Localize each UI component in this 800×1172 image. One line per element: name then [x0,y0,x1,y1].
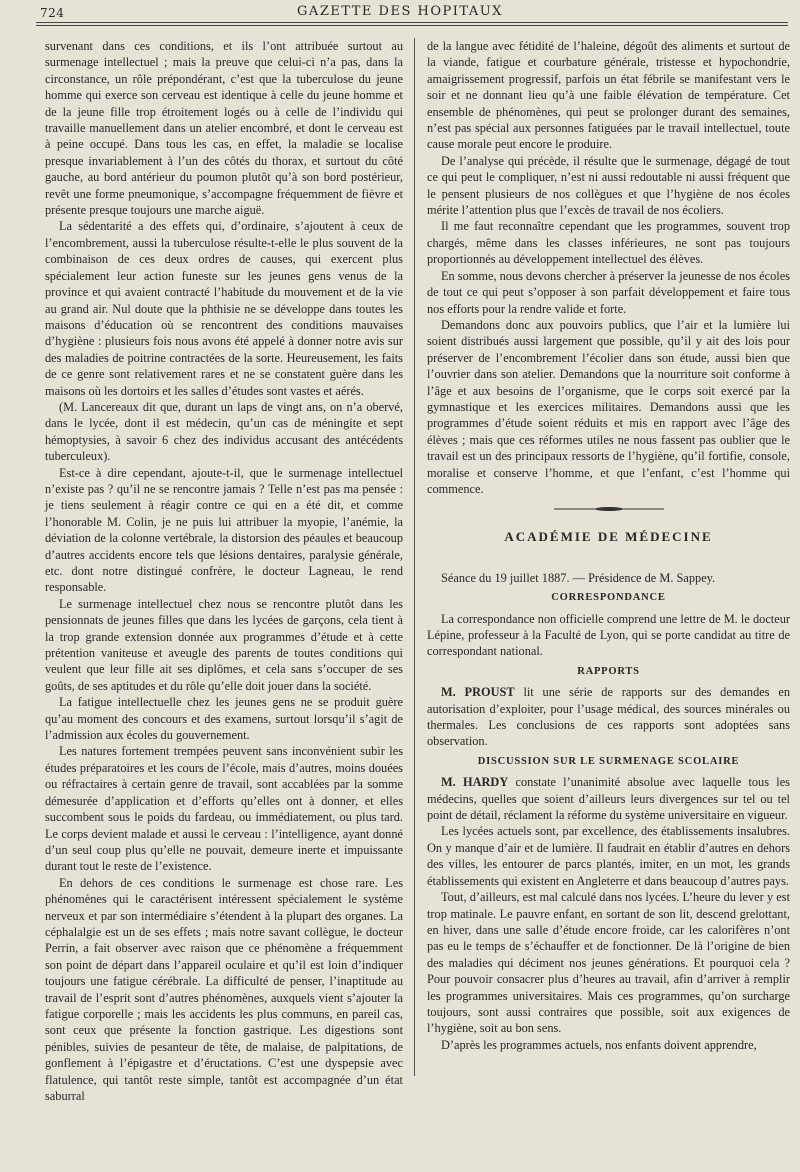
speaker-name: M. PROUST [441,685,515,700]
paragraph-text: lit une série de rapports sur des demandes en autorisation d’exploiter, pour l’usage médical, des sources minérales ou thermales. Les conclusions de ces rapports sont adoptées sans observation. [427,685,790,749]
paragraph: D’après les programmes actuels, nos enfants doivent apprendre, [441,1037,757,1052]
section-title: ACADÉMIE DE MÉDECINE [504,529,713,545]
column-divider [414,38,415,1076]
paragraph: survenant dans ces conditions, et ils l’ont attribuée surtout au surmenage intellectuel ; mais la preuve que celui-ci n’a pas, dans la circonstance, un rôle prépondérant, c’est que la tuberculose du jeune homme qui exerce son cerveau est identique à celle du jeune homme et de la jeune fille trop étroitement logés ou à celle de l’individu qui travaille manuellement dans un atelier encombré, et dont le cerveau est à peine occupé. Dans tous les cas, en effet, la maladie se localise presque invariablement à l’un des côtés du thorax, et surtout du côté gauche, au bord antérieur du poumon plutôt qu’à son bord postérieur, revêt une forme pneumonique, s’accompagne fréquemment de fièvre et présente presque toujours une marche aiguë. [45,39,403,218]
paragraph: Est-ce à dire cependant, ajoute-t-il, que le surmenage intellectuel n’existe pas ? qu’il ne se rencontre jamais ? Telle n’est pas ma pensée : je tiens seulement à réagir contre ce qui en a été dit, et comme l’honorable M. Colin, je ne puis lui attribuer la myopie, l’anémie, la déviation de la colonne vertébrale, la distorsion des péaules et beaucoup d’autres accidents encore tels que lésions dentaires, paralysie générale, etc. dont notre distingué confrère, le docteur Lagneau, le rend responsable. [45,465,403,595]
paragraph: En somme, nous devons chercher à préserver la jeunesse de nos écoles de tout ce qui peut s’opposer à son parfait développement et faire tous nos efforts pour la rendre valide et forte. [427,268,790,316]
paragraph [427,774,790,823]
paragraph: En dehors de ces conditions le surmenage est chose rare. Les phénomènes qui le caractérisent intéressent spécialement le système nerveux et par son intermédiaire s’étendent à la plupart des organes. La céphalalgie est un de ses effets ; mais notre savant collègue, le docteur Perrin, a fait observer avec raison que ce phénomène a fréquemment son point de départ dans l’appareil oculaire et qu’il est loin d’indiquer toujours une fatigue cérébrale. La difficulté de penser, l’inaptitude au travail de l’esprit sont d’autres phénomènes, auxquels vient s’ajouter la fatigue corporelle ; mais les accidents les plus communs, en pareil cas, sont ceux que présente la fonction gastrique. Les digestions sont pénibles, suivies de pesanteur de tête, de malaise, de palpitations, de gonflement à l’épigastre et d’éructations. C’est une dyspepsie avec flatulence, qui tantôt reste simple, tantôt est accompagnée d’un état saburral [45,875,403,1103]
paragraph: (M. Lancereaux dit que, durant un laps de vingt ans, on n’a obervé, dans le lycée, dont il est médecin, qu’un cas de méningite et sept hémoptysies, à savoir 6 chez des individus accusant des antécédents tuberculeux). [45,399,403,464]
paragraph: De l’analyse qui précède, il résulte que le surmenage, dégagé de tout ce qui peut le compliquer, n’est ni aussi redoutable ni aussi fréquent que le pensent plusieurs de nos collègues et que l’hygiène de nos écoles mérite l’attention plus que l’excès de travail de nos écoliers. [427,153,790,218]
ornamental-rule [554,507,664,511]
paragraph: Le surmenage intellectuel chez nous se rencontre plutôt dans les pensionnats de jeunes filles que dans les lycées de garçons, cela tient à la trop grande extension donnée aux programmes d’étude et à cette prétention vaniteuse et aveugle des parents de toutes conditions qui veulent que leur fille ait ses diplômes, et cela sans s’occuper de ses goûts, de ses aptitudes et du rôle qu’elle doit jouer dans la société. [45,596,403,693]
journal-title: GAZETTE DES HOPITAUX [297,4,503,19]
paragraph [427,684,790,750]
paragraph: La correspondance non officielle comprend une lettre de M. le docteur Lépine, professeur à la Faculté de Lyon, qui se porte candidat au titre de correspondant national. [427,611,790,659]
rapports-heading: RAPPORTS [577,665,640,677]
paragraph: La sédentarité a des effets qui, d’ordinaire, s’ajoutent à ceux de l’encombrement, aussi la tuberculose résulte-t-elle le plus souvent de la combinaison de ces deux ordres de causes, qui exercent plus spécialement leur action funeste sur les jeunes gens venus de la province et qui avaient contracté l’habitude du mouvement et de la vie au grand air. Nul doute que la phthisie ne se développe dans toutes les maisons d’éducation où se rencontrent des conditions mauvaises d’hygiène : plusieurs fois nous avons été appelé à donner notre avis sur des maladies de poitrine contractées de la sorte. Heureusement, les faits de ce genre sont relativement rares et ne se constatent guère dans les maisons où les dortoirs et les salles d’études sont vastes et aérés. [45,219,403,398]
correspondance-heading: CORRESPONDANCE [551,592,666,604]
speaker-name: M. HARDY [441,775,509,790]
right-column [427,38,790,1053]
discussion-heading: DISCUSSION SUR LE SURMENAGE SCOLAIRE [477,755,740,767]
paragraph: Demandons donc aux pouvoirs publics, que l’air et la lumière lui soient distribués aussi largement que possible, qu’il y ait des lois pour préserver de l’encombrement l’écolier dans son étude, aussi bien que l’ouvrier dans son atelier. Demandons que la nourriture soit conforme à l’âge et aux besoins de l’organisme, que le corps soit exercé par la gymnastique et les exercices militaires. Demandons aussi que les programmes d’étude soient réduits et mis en rapport avec l’âge des élèves ; mais que ces réformes utiles ne nous fassent pas oublier que le travail est un des principaux ressorts de l’hygiène, qu’il fortifie, console, moralise et conserve l’homme, et que l’enfant, c’est l’homme qui commence. [427,317,790,496]
seance-line: Séance du 19 juillet 1887. — Présidence de M. Sappey. [441,570,716,585]
paragraph: Tout, d’ailleurs, est mal calculé dans nos lycées. L’heure du lever y est trop matinale. Le pauvre enfant, en sortant de son lit, descend grelottant, en hiver, dans une salle d’étude encore froide, car les calorifères n’ont pas eu le temps de s’échauffer et de fonctionner. De là l’origine de bien des maladies qui déciment nos jeunes générations. Et pourquoi cela ? Pour pouvoir consacrer plus d’heures au travail, afin d’arriver à remplir les programmes universitaires. Mais ces programmes, qu’on surcharge toujours, sont aussi contraires que possible, soit aux exigences de l’hygiène, soit au bon sens. [427,890,790,1036]
paragraph: de la langue avec fétidité de l’haleine, dégoût des aliments et surtout de la viande, fatigue et courbature générale, tristesse et hypochondrie, amaigrissement progressif, parfois un état fébrile se manifestant vers le soir et ne donnant lieu qu’à une faible élévation de température. Cet ensemble de phénomènes, qui peut se prolonger durant des semaines, n’est pas spécial aux personnes fatiguées par le travail intellectuel, toute cause morale peut encore le produire. [427,39,790,152]
paragraph: La fatigue intellectuelle chez les jeunes gens ne se produit guère qu’au moment des concours et des examens, surtout lorsqu’il s’agit de l’admission aux écoles du gouvernement. [45,695,403,743]
paragraph: Il me faut reconnaître cependant que les programmes, souvent trop chargés, même dans les classes inférieures, ne sont pas toujours proportionnés au développement intellectuel des élèves. [427,219,790,267]
header-rule [36,22,788,26]
left-column [45,38,403,1104]
paragraph: Les lycées actuels sont, par excellence, des établissements insalubres. On y manque d’air et de lumière. Il faudrait en établir d’autres en dehors des villes, les entourer de parcs plantés, imiter, en un mot, les grands établissements qui existent en Angleterre et dans beaucoup d’autres pays. [427,824,790,888]
paragraph: Les natures fortement trempées peuvent sans inconvénient subir les études préparatoires et les cours de l’école, mais d’autres, moins douées ou réfractaires à certain genre de travail, sont accablées par la somme démesurée d’application et d’efforts qu’elles ont à donner, et elles succombent sous le poids du fardeau, ou immédiatement, ou plus tard. Le corps devient malade et aussi le cerveau : l’intelligence, ayant donné d’un seul coup plus qu’elle ne pouvait, demeure inerte et impuissante durant tout le reste de l’existence. [45,744,403,874]
page-number: 724 [40,6,65,20]
paragraph-text: constate l’unanimité absolue avec laquelle tous les médecins, quelles que soient d’ailleurs leurs divergences sur tel ou tel point de détail, réclament la réforme du système universitaire en vigueur. [427,775,790,823]
